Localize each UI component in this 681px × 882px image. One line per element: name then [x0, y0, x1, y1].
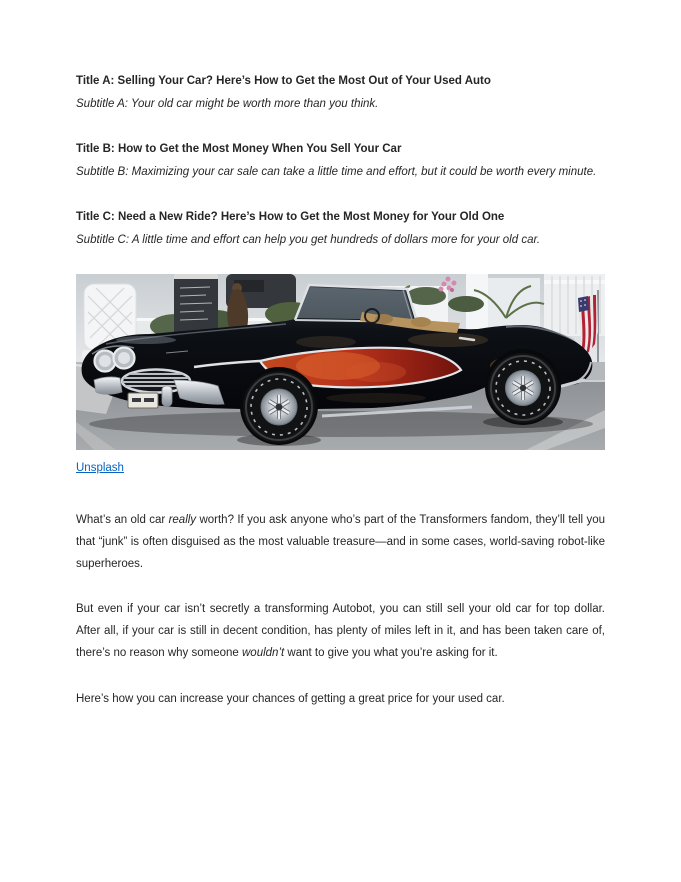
- title-a: Title A: Selling Your Car? Here’s How to Get the Most Out of Your Used Auto: [76, 75, 491, 87]
- article-photo: [76, 274, 605, 450]
- headline-option-a: [76, 70, 605, 116]
- chalkboard-sign: [174, 274, 218, 336]
- paragraph-2: But even if your car isn’t secretly a transforming Autobot, you can still sell your old car for top dollar. After all, if your car is still in decent condition, has plenty of miles left in it, and has been taken care of, there’s no reason why someone wouldn’t want to give you what you’re asking for it.: [76, 603, 605, 659]
- subtitle-b: Subtitle B: Maximizing your car sale can take a little time and effort, but it could be worth every minute.: [76, 166, 597, 178]
- headline-option-b: [76, 138, 605, 184]
- unsplash-credit-link[interactable]: Unsplash: [76, 462, 124, 474]
- headline-option-c: [76, 206, 605, 252]
- car-photo-illustration: [76, 274, 605, 450]
- title-b: Title B: How to Get the Most Money When You Sell Your Car: [76, 143, 402, 155]
- title-c: Title C: Need a New Ride? Here’s How to Get the Most Money for Your Old One: [76, 211, 505, 223]
- subtitle-a: Subtitle A: Your old car might be worth more than you think.: [76, 98, 379, 110]
- paragraph-1: What’s an old car really worth? If you ask anyone who’s part of the Transformers fandom, they’ll tell you that “junk” is often disguised as the most valuable treasure—and in some cases, world-saving robot-like superheroes.: [76, 514, 605, 570]
- license-plate: [128, 393, 158, 408]
- subtitle-c: Subtitle C: A little time and effort can help you get hundreds of dollars more for your old car.: [76, 234, 541, 246]
- paragraph-3: Here’s how you can increase your chances of getting a great price for your used car.: [76, 693, 505, 705]
- article-image-figure: [76, 274, 605, 476]
- image-caption: [76, 459, 605, 476]
